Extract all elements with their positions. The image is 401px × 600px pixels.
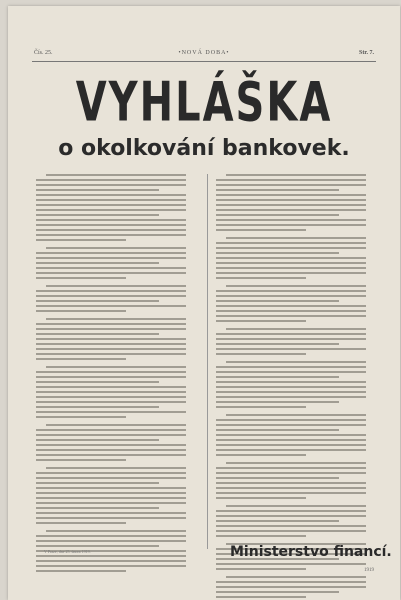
text-line — [216, 515, 366, 517]
text-line — [36, 204, 186, 206]
text-line — [36, 512, 186, 514]
text-line — [216, 401, 339, 403]
text-line — [36, 565, 186, 567]
text-line — [216, 290, 366, 292]
text-line — [36, 184, 186, 186]
proclamation-title: VYHLÁŠKA — [75, 72, 333, 135]
text-line — [216, 434, 366, 436]
text-column-left — [36, 174, 186, 564]
text-line — [36, 323, 186, 325]
text-line — [216, 209, 366, 211]
date-note: V Praze, dne 25. února 1919. — [44, 549, 91, 554]
text-line — [36, 560, 186, 562]
text-line — [46, 318, 186, 320]
text-line — [216, 586, 366, 588]
text-line — [36, 310, 126, 312]
text-line — [216, 510, 366, 512]
text-line — [216, 371, 366, 373]
text-line — [216, 229, 306, 231]
text-line — [36, 305, 186, 307]
text-line — [36, 272, 186, 274]
text-line — [216, 439, 366, 441]
text-line — [226, 237, 366, 239]
text-line — [36, 401, 186, 403]
text-line — [216, 204, 366, 206]
text-line — [216, 530, 366, 532]
text-line — [216, 257, 366, 259]
text-line — [216, 406, 306, 408]
text-line — [226, 414, 366, 416]
newspaper-page — [8, 6, 400, 600]
proclamation-subtitle: o okolkování bankovek. — [58, 136, 350, 161]
text-line — [216, 391, 366, 393]
text-line — [216, 449, 366, 451]
text-line — [216, 596, 306, 598]
text-line — [216, 381, 366, 383]
text-line — [216, 454, 306, 456]
text-line — [36, 219, 186, 221]
text-line — [36, 328, 186, 330]
text-line — [36, 194, 186, 196]
text-line — [216, 277, 306, 279]
text-line — [46, 366, 186, 368]
text-line — [216, 419, 366, 421]
text-line — [36, 507, 159, 509]
text-line — [36, 234, 186, 236]
illegible-paragraph — [216, 174, 366, 231]
text-line — [46, 530, 186, 532]
illegible-paragraph — [216, 462, 366, 499]
column-divider — [207, 174, 208, 549]
text-line — [36, 517, 186, 519]
illegible-paragraph — [216, 361, 366, 408]
text-line — [36, 482, 159, 484]
text-line — [216, 424, 366, 426]
text-line — [36, 535, 186, 537]
text-line — [36, 429, 186, 431]
text-line — [46, 247, 186, 249]
text-line — [36, 406, 159, 408]
text-line — [216, 320, 306, 322]
text-line — [216, 386, 366, 388]
text-line — [216, 376, 339, 378]
text-line — [226, 361, 366, 363]
text-line — [216, 194, 366, 196]
illegible-paragraph — [36, 285, 186, 312]
text-line — [216, 477, 339, 479]
text-line — [36, 338, 186, 340]
text-line — [36, 214, 159, 216]
text-line — [36, 376, 186, 378]
illegible-paragraph — [216, 505, 366, 537]
illegible-paragraph — [216, 328, 366, 355]
illegible-paragraph — [36, 247, 186, 279]
text-line — [226, 576, 366, 578]
text-line — [216, 487, 366, 489]
text-line — [36, 570, 126, 572]
text-line — [36, 449, 186, 451]
text-line — [216, 262, 366, 264]
text-line — [36, 257, 186, 259]
text-line — [36, 386, 186, 388]
illegible-paragraph — [216, 285, 366, 322]
text-line — [36, 477, 186, 479]
text-line — [36, 224, 186, 226]
text-line — [36, 454, 186, 456]
text-line — [36, 492, 186, 494]
text-line — [216, 535, 306, 537]
text-line — [36, 199, 186, 201]
newspaper-name: •NOVÁ DOBA• — [178, 50, 230, 56]
text-line — [216, 305, 366, 307]
text-line — [46, 467, 186, 469]
text-line — [36, 209, 186, 211]
text-line — [36, 522, 126, 524]
text-line — [216, 482, 366, 484]
text-line — [36, 353, 186, 355]
text-line — [216, 366, 366, 368]
text-line — [216, 199, 366, 201]
header-rule — [32, 61, 376, 62]
text-line — [216, 467, 366, 469]
illegible-paragraph — [216, 414, 366, 456]
text-line — [216, 429, 339, 431]
text-line — [36, 444, 186, 446]
text-line — [226, 285, 366, 287]
text-line — [216, 272, 366, 274]
text-line — [216, 497, 306, 499]
text-line — [36, 179, 186, 181]
text-line — [36, 411, 186, 413]
text-line — [36, 487, 186, 489]
text-line — [216, 444, 366, 446]
text-line — [36, 343, 186, 345]
text-line — [226, 505, 366, 507]
text-line — [216, 189, 339, 191]
illegible-paragraph — [216, 576, 366, 598]
text-column-right — [216, 174, 366, 564]
text-line — [216, 396, 366, 398]
text-line — [36, 267, 186, 269]
text-line — [216, 492, 366, 494]
text-line — [36, 497, 186, 499]
text-line — [36, 252, 186, 254]
text-line — [216, 214, 339, 216]
text-line — [216, 343, 339, 345]
text-line — [216, 179, 366, 181]
text-line — [36, 545, 159, 547]
text-line — [216, 252, 339, 254]
text-line — [216, 247, 366, 249]
text-line — [36, 459, 126, 461]
illegible-paragraph — [36, 424, 186, 461]
signature: Ministerstvo financí. — [230, 544, 392, 560]
text-line — [216, 472, 366, 474]
page-number: Str. 7. — [359, 50, 374, 56]
text-line — [216, 267, 366, 269]
text-line — [36, 333, 159, 335]
issue-number: Čís. 25. — [34, 50, 53, 56]
illegible-paragraph — [36, 318, 186, 360]
text-line — [216, 300, 339, 302]
text-line — [216, 348, 366, 350]
text-line — [216, 184, 366, 186]
text-line — [226, 462, 366, 464]
illegible-paragraph — [36, 174, 186, 241]
text-line — [36, 239, 126, 241]
text-line — [216, 520, 339, 522]
text-line — [216, 310, 366, 312]
text-line — [36, 472, 186, 474]
text-line — [216, 353, 306, 355]
text-line — [36, 381, 159, 383]
illegible-paragraph — [216, 237, 366, 279]
text-line — [46, 285, 186, 287]
text-line — [36, 391, 186, 393]
text-line — [216, 581, 366, 583]
text-line — [36, 416, 126, 418]
text-line — [216, 224, 366, 226]
text-line — [36, 502, 186, 504]
text-line — [46, 424, 186, 426]
text-line — [36, 189, 159, 191]
body-columns — [36, 174, 378, 564]
text-line — [36, 396, 186, 398]
text-line — [36, 295, 186, 297]
text-line — [216, 563, 366, 565]
text-line — [46, 174, 186, 176]
text-line — [36, 555, 186, 557]
text-line — [226, 328, 366, 330]
illegible-paragraph — [36, 467, 186, 524]
text-line — [36, 348, 186, 350]
illegible-paragraph — [36, 366, 186, 418]
text-line — [36, 358, 126, 360]
text-line — [36, 262, 159, 264]
text-line — [36, 277, 126, 279]
text-line — [216, 242, 366, 244]
text-line — [216, 315, 366, 317]
text-line — [36, 300, 159, 302]
text-line — [36, 540, 186, 542]
text-line — [36, 434, 186, 436]
text-line — [36, 439, 159, 441]
text-line — [36, 229, 186, 231]
printer-mark: 1919 — [364, 568, 374, 573]
text-line — [216, 338, 366, 340]
text-line — [216, 525, 366, 527]
text-line — [216, 333, 366, 335]
text-line — [216, 568, 306, 570]
text-line — [226, 174, 366, 176]
text-line — [216, 219, 366, 221]
text-line — [216, 591, 339, 593]
text-line — [216, 295, 366, 297]
text-line — [36, 290, 186, 292]
text-line — [36, 371, 186, 373]
